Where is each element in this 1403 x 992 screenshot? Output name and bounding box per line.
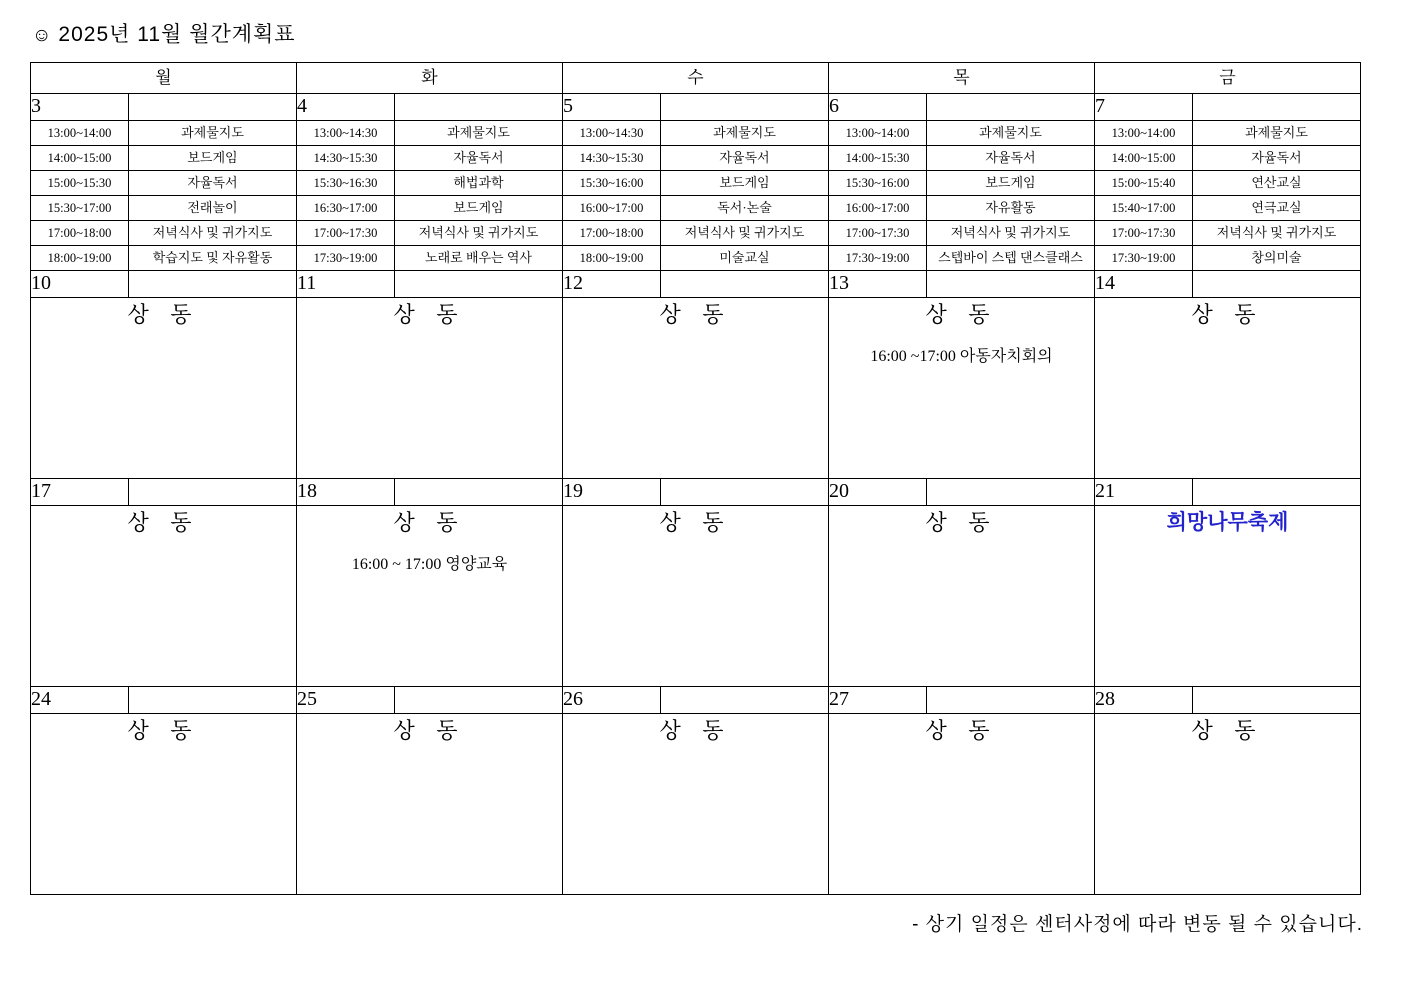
day-number-12: 12 bbox=[563, 271, 661, 298]
same-as-above-label: 상 동 bbox=[925, 510, 998, 535]
day-header-blank bbox=[395, 479, 563, 506]
same-as-above-label: 상 동 bbox=[659, 510, 732, 535]
week2-daynum-row bbox=[31, 271, 1361, 298]
schedule-time: 18:00~19:00 bbox=[563, 246, 661, 271]
week3-content-row bbox=[31, 506, 1361, 687]
schedule-activity: 보드게임 bbox=[927, 171, 1095, 196]
day-header-blank bbox=[927, 271, 1095, 298]
schedule-time: 17:00~17:30 bbox=[1095, 221, 1193, 246]
day-header-blank bbox=[1193, 687, 1361, 714]
day-cell-25 bbox=[297, 714, 563, 895]
day-header-blank bbox=[1193, 271, 1361, 298]
schedule-time: 15:30~17:00 bbox=[31, 196, 129, 221]
day-header-blank bbox=[395, 94, 563, 121]
same-as-above-label: 상 동 bbox=[659, 718, 732, 743]
schedule-time: 17:00~18:00 bbox=[31, 221, 129, 246]
day-number-17: 17 bbox=[31, 479, 129, 506]
same-as-above-label: 상 동 bbox=[393, 718, 466, 743]
schedule-activity: 보드게임 bbox=[395, 196, 563, 221]
festival-label: 희망나무축제 bbox=[1166, 511, 1289, 534]
day-header-blank bbox=[395, 687, 563, 714]
schedule-time: 17:30~19:00 bbox=[829, 246, 927, 271]
event-note: 16:00 ~17:00 아동자치회의 bbox=[870, 348, 1053, 365]
schedule-time: 14:30~15:30 bbox=[297, 146, 395, 171]
schedule-time: 15:00~15:40 bbox=[1095, 171, 1193, 196]
day-header-blank bbox=[129, 479, 297, 506]
day-header-blank bbox=[129, 271, 297, 298]
schedule-activity: 스텝바이 스텝 댄스클래스 bbox=[927, 246, 1095, 271]
schedule-row bbox=[31, 221, 1361, 246]
day-header-blank bbox=[661, 687, 829, 714]
schedule-activity: 저녁식사 및 귀가지도 bbox=[661, 221, 829, 246]
day-number-5: 5 bbox=[563, 94, 661, 121]
day-number-13: 13 bbox=[829, 271, 927, 298]
schedule-activity: 학습지도 및 자유활동 bbox=[129, 246, 297, 271]
schedule-row bbox=[31, 196, 1361, 221]
week2-content-row bbox=[31, 298, 1361, 479]
footnote: - 상기 일정은 센터사정에 따라 변동 될 수 있습니다. bbox=[912, 914, 1363, 935]
schedule-activity: 전래놀이 bbox=[129, 196, 297, 221]
schedule-activity: 저녁식사 및 귀가지도 bbox=[129, 221, 297, 246]
day-number-6: 6 bbox=[829, 94, 927, 121]
schedule-time: 16:00~17:00 bbox=[829, 196, 927, 221]
day-number-19: 19 bbox=[563, 479, 661, 506]
schedule-time: 16:30~17:00 bbox=[297, 196, 395, 221]
schedule-time: 14:30~15:30 bbox=[563, 146, 661, 171]
schedule-time: 14:00~15:30 bbox=[829, 146, 927, 171]
day-header-blank bbox=[395, 271, 563, 298]
day-header-blank bbox=[129, 687, 297, 714]
day-header-blank bbox=[661, 94, 829, 121]
day-header-blank bbox=[1193, 94, 1361, 121]
schedule-time: 17:00~17:30 bbox=[829, 221, 927, 246]
day-number-14: 14 bbox=[1095, 271, 1193, 298]
schedule-activity: 자율독서 bbox=[661, 146, 829, 171]
page-title bbox=[32, 18, 1373, 48]
schedule-row bbox=[31, 246, 1361, 271]
day-cell-11 bbox=[297, 298, 563, 479]
day-cell-14 bbox=[1095, 298, 1361, 479]
day-cell-24 bbox=[31, 714, 297, 895]
schedule-activity: 미술교실 bbox=[661, 246, 829, 271]
week1-daynum-row bbox=[31, 94, 1361, 121]
same-as-above-label: 상 동 bbox=[127, 510, 200, 535]
schedule-activity: 노래로 배우는 역사 bbox=[395, 246, 563, 271]
day-number-4: 4 bbox=[297, 94, 395, 121]
same-as-above-label: 상 동 bbox=[393, 510, 466, 535]
day-cell-26 bbox=[563, 714, 829, 895]
day-number-18: 18 bbox=[297, 479, 395, 506]
schedule-activity: 자율독서 bbox=[395, 146, 563, 171]
day-cell-10 bbox=[31, 298, 297, 479]
schedule-time: 14:00~15:00 bbox=[31, 146, 129, 171]
weekday-fri: 금 bbox=[1095, 63, 1361, 94]
weekday-thu: 목 bbox=[829, 63, 1095, 94]
schedule-activity: 과제물지도 bbox=[395, 121, 563, 146]
day-header-blank bbox=[1193, 479, 1361, 506]
day-number-24: 24 bbox=[31, 687, 129, 714]
same-as-above-label: 상 동 bbox=[393, 302, 466, 327]
schedule-activity: 연산교실 bbox=[1193, 171, 1361, 196]
day-number-27: 27 bbox=[829, 687, 927, 714]
schedule-activity: 연극교실 bbox=[1193, 196, 1361, 221]
day-cell-27 bbox=[829, 714, 1095, 895]
schedule-time: 15:30~16:00 bbox=[563, 171, 661, 196]
same-as-above-label: 상 동 bbox=[659, 302, 732, 327]
schedule-activity: 저녁식사 및 귀가지도 bbox=[927, 221, 1095, 246]
week3-daynum-row bbox=[31, 479, 1361, 506]
weekday-header-row bbox=[31, 63, 1361, 94]
schedule-time: 14:00~15:00 bbox=[1095, 146, 1193, 171]
schedule-activity: 보드게임 bbox=[129, 146, 297, 171]
schedule-activity: 과제물지도 bbox=[129, 121, 297, 146]
schedule-time: 18:00~19:00 bbox=[31, 246, 129, 271]
schedule-activity: 과제물지도 bbox=[661, 121, 829, 146]
day-number-20: 20 bbox=[829, 479, 927, 506]
schedule-activity: 해법과학 bbox=[395, 171, 563, 196]
schedule-activity: 자율독서 bbox=[129, 171, 297, 196]
schedule-row bbox=[31, 146, 1361, 171]
day-header-blank bbox=[927, 687, 1095, 714]
day-cell-28 bbox=[1095, 714, 1361, 895]
schedule-time: 15:40~17:00 bbox=[1095, 196, 1193, 221]
day-header-blank bbox=[927, 94, 1095, 121]
day-cell-12 bbox=[563, 298, 829, 479]
page-title-text: 2025년 11월 월간계획표 bbox=[58, 23, 296, 46]
day-cell-13 bbox=[829, 298, 1095, 479]
day-number-7: 7 bbox=[1095, 94, 1193, 121]
smiley-icon: ☺ bbox=[32, 25, 53, 46]
same-as-above-label: 상 동 bbox=[127, 302, 200, 327]
schedule-time: 17:30~19:00 bbox=[297, 246, 395, 271]
calendar-table bbox=[30, 62, 1361, 895]
schedule-activity: 보드게임 bbox=[661, 171, 829, 196]
schedule-activity: 자율독서 bbox=[1193, 146, 1361, 171]
schedule-time: 16:00~17:00 bbox=[563, 196, 661, 221]
day-header-blank bbox=[661, 479, 829, 506]
schedule-time: 17:30~19:00 bbox=[1095, 246, 1193, 271]
day-cell-17 bbox=[31, 506, 297, 687]
schedule-activity: 자유활동 bbox=[927, 196, 1095, 221]
schedule-activity: 과제물지도 bbox=[1193, 121, 1361, 146]
schedule-activity: 창의미술 bbox=[1193, 246, 1361, 271]
schedule-row bbox=[31, 171, 1361, 196]
day-cell-18 bbox=[297, 506, 563, 687]
same-as-above-label: 상 동 bbox=[925, 302, 998, 327]
event-note: 16:00 ~ 17:00 영양교육 bbox=[351, 556, 508, 573]
weekday-mon: 월 bbox=[31, 63, 297, 94]
schedule-time: 15:30~16:00 bbox=[829, 171, 927, 196]
day-cell-19 bbox=[563, 506, 829, 687]
day-cell-21 bbox=[1095, 506, 1361, 687]
schedule-activity: 자율독서 bbox=[927, 146, 1095, 171]
schedule-time: 15:00~15:30 bbox=[31, 171, 129, 196]
day-number-26: 26 bbox=[563, 687, 661, 714]
day-number-10: 10 bbox=[31, 271, 129, 298]
schedule-time: 13:00~14:30 bbox=[297, 121, 395, 146]
schedule-time: 13:00~14:00 bbox=[829, 121, 927, 146]
same-as-above-label: 상 동 bbox=[127, 718, 200, 743]
same-as-above-label: 상 동 bbox=[1191, 302, 1264, 327]
same-as-above-label: 상 동 bbox=[1191, 718, 1264, 743]
day-header-blank bbox=[927, 479, 1095, 506]
day-number-11: 11 bbox=[297, 271, 395, 298]
same-as-above-label: 상 동 bbox=[925, 718, 998, 743]
schedule-time: 15:30~16:30 bbox=[297, 171, 395, 196]
schedule-time: 17:00~18:00 bbox=[563, 221, 661, 246]
day-number-3: 3 bbox=[31, 94, 129, 121]
day-number-21: 21 bbox=[1095, 479, 1193, 506]
schedule-time: 13:00~14:00 bbox=[1095, 121, 1193, 146]
day-header-blank bbox=[129, 94, 297, 121]
schedule-activity: 과제물지도 bbox=[927, 121, 1095, 146]
schedule-row bbox=[31, 121, 1361, 146]
week4-daynum-row bbox=[31, 687, 1361, 714]
day-header-blank bbox=[661, 271, 829, 298]
day-number-25: 25 bbox=[297, 687, 395, 714]
schedule-time: 13:00~14:00 bbox=[31, 121, 129, 146]
schedule-activity: 독서·논술 bbox=[661, 196, 829, 221]
day-cell-20 bbox=[829, 506, 1095, 687]
week4-content-row bbox=[31, 714, 1361, 895]
schedule-time: 17:00~17:30 bbox=[297, 221, 395, 246]
schedule-activity: 저녁식사 및 귀가지도 bbox=[1193, 221, 1361, 246]
weekday-wed: 수 bbox=[563, 63, 829, 94]
schedule-activity: 저녁식사 및 귀가지도 bbox=[395, 221, 563, 246]
day-number-28: 28 bbox=[1095, 687, 1193, 714]
weekday-tue: 화 bbox=[297, 63, 563, 94]
schedule-time: 13:00~14:30 bbox=[563, 121, 661, 146]
